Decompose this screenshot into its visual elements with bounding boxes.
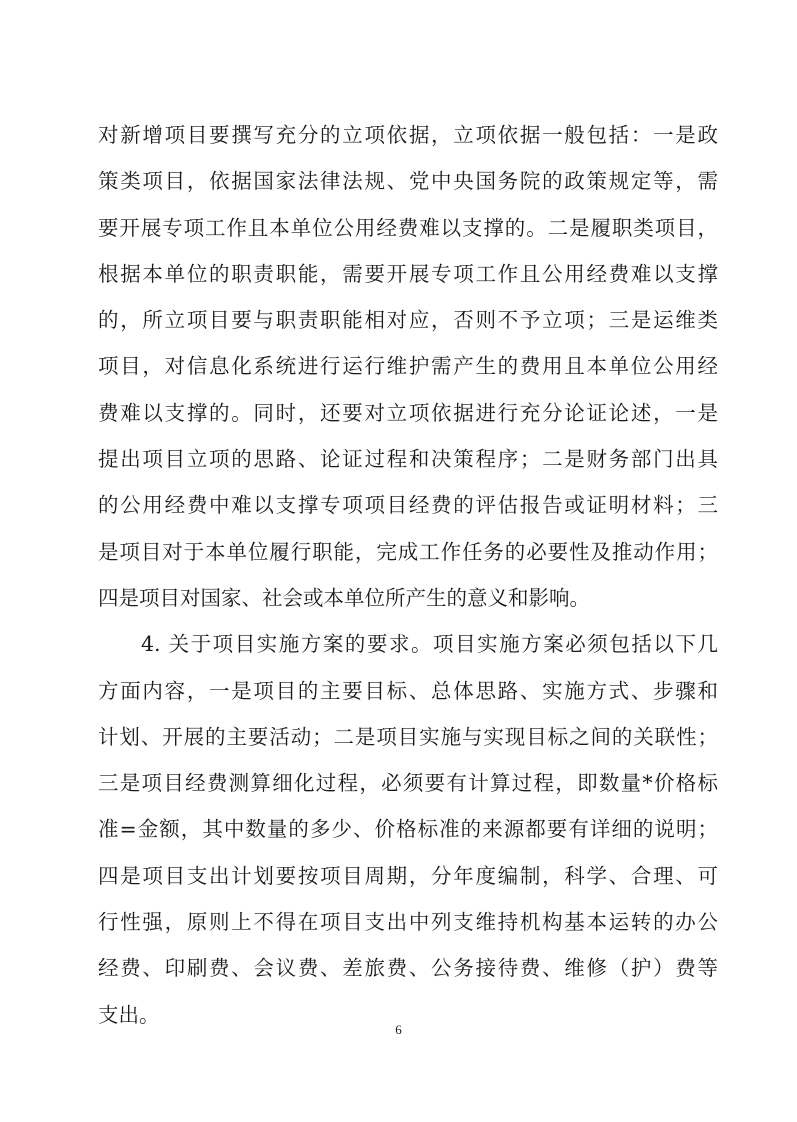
text-line: 支出。 bbox=[98, 1002, 160, 1027]
text-line: 行性强，原则上不得在项目支出中列支维持机构基本运转的办公 bbox=[98, 910, 718, 935]
text-line: 方面内容，一是项目的主要目标、总体思路、实施方式、步骤和 bbox=[98, 678, 718, 703]
text-line: 对新增项目要撰写充分的立项依据，立项依据一般包括：一是政 bbox=[98, 123, 718, 147]
text-line: 的，所立项目要与职责职能相对应，否则不予立项；三是运维类 bbox=[98, 308, 718, 333]
text-line: 三是项目经费测算细化过程，必须要有计算过程，即数量*价格标 bbox=[98, 771, 718, 796]
text-line: 四是项目对国家、社会或本单位所产生的意义和影响。 bbox=[98, 585, 590, 610]
text-line: 四是项目支出计划要按项目周期，分年度编制，科学、合理、可 bbox=[98, 863, 718, 888]
page-number: 6 bbox=[395, 1022, 402, 1037]
text-line: 经费、印刷费、会议费、差旅费、公务接待费、维修（护）费等 bbox=[98, 956, 718, 981]
text-line: 策类项目，依据国家法律法规、党中央国务院的政策规定等，需 bbox=[98, 169, 718, 194]
text-line: 是项目对于本单位履行职能，完成工作任务的必要性及推动作用； bbox=[98, 539, 718, 564]
text-line: 费难以支撑的。同时，还要对立项依据进行充分论证论述，一是 bbox=[98, 400, 718, 425]
section-heading-line: 4. 关于项目实施方案的要求。项目实施方案必须包括以下几 bbox=[141, 632, 718, 657]
text-line: 要开展专项工作且本单位公用经费难以支撑的。二是履职类项目， bbox=[98, 215, 718, 240]
text-line: 计划、开展的主要活动；二是项目实施与实现目标之间的关联性； bbox=[98, 724, 718, 749]
body-text bbox=[98, 112, 718, 1038]
text-line: 准=金额，其中数量的多少、价格标准的来源都要有详细的说明； bbox=[98, 817, 718, 842]
text-line: 的公用经费中难以支撑专项项目经费的评估报告或证明材料；三 bbox=[98, 493, 718, 518]
text-line: 根据本单位的职责职能，需要开展专项工作且公用经费难以支撑 bbox=[98, 261, 718, 286]
text-line: 提出项目立项的思路、论证过程和决策程序；二是财务部门出具 bbox=[98, 447, 718, 472]
text-line: 项目，对信息化系统进行运行维护需产生的费用且本单位公用经 bbox=[98, 354, 718, 379]
